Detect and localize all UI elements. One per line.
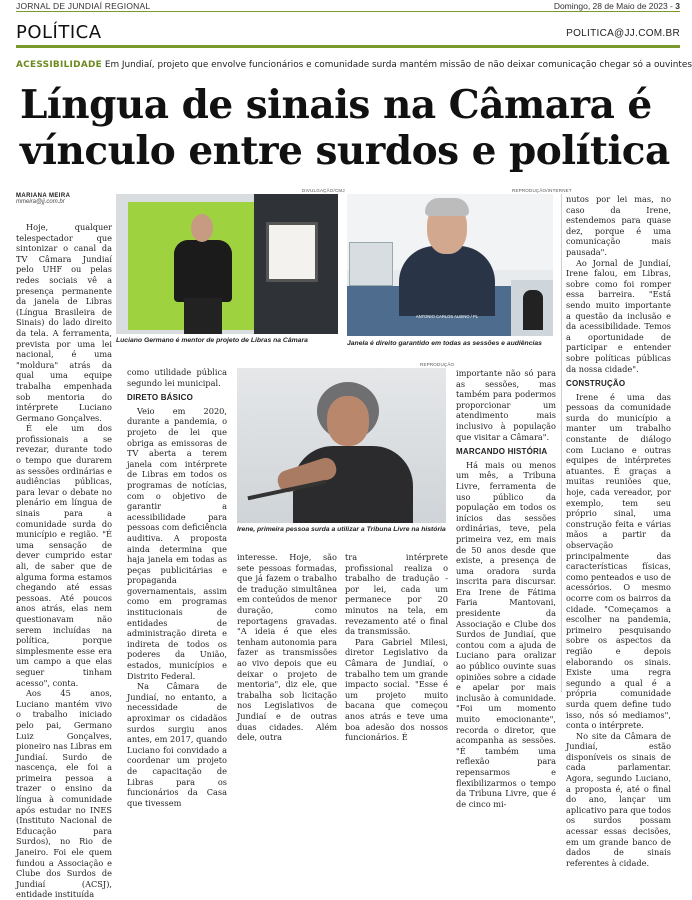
paragraph: Na Câmara de Jundiaí, no entanto, a necessidade de aproximar os cidadãos surdos surgiu anos antes, em 2017, quando Luciano foi convidado a coordenar um projeto de capacitação de Libras para os funcionários da Casa que tivessem [127,681,227,808]
paragraph: Irene é uma das pessoas da comunidade surda do município a manter um trabalho constante de diálogo com Luciano e outras equipes de intérpretes atuantes. É graças a muitas reuniões que, hoje, cada vereador, por exemplo, tem seu próprio sinal, uma construção feita e várias mãos a partir da observação principalmente das características físicas, como penteados e uso de acessórios. O mesmo ocorre com os bairros da cidade. "Começamos a escolher na pandemia, primeiro pesquisando sobre os aspectos da região e depois elaborando os sinais. Existe uma regra segundo a qual é a própria comunidade surda quem define tudo isso, nós só mediamos", conta o intérprete. [566,391,671,731]
page-date [554,1,680,11]
date-text: Domingo, 28 de Maio de 2023 - [553,1,673,11]
article-column-3 [237,552,337,743]
section-title: POLÍTICA [16,22,102,43]
article-column-3b [345,552,448,743]
section-email[interactable]: POLITICA@JJ.COM.BR [566,28,680,39]
paragraph: Veio em 2020, durante a pandemia, o projeto de lei que obriga as emissoras de TV aberta a terem janela com intérprete de Libras em todos os programas de notícias, com o objetivo de garantir a acessibilidade para pessoas com deficiência auditiva. A proposta ainda determina que haja janela em todas as peças publicitárias e propaganda governamentais, assim como em programas institucionais de entidades de administração direta e indireta de todos os poderes da União, estados, municípios e Distrito Federal. [127,405,227,681]
paragraph: tra intérprete profissional realiza o trabalho de tradução - por lei, cada um permanece por 20 minutos na tela, em revezamento até o final da transmissão. [345,552,448,637]
paragraph: Para Gabriel Milesi, diretor Legislativo da Câmara de Jundiaí, o trabalho tem um grande impacto social. "Esse é um projeto muito bacana que começou anos atrás e teve uma boa adesão dos nossos funcionários. É [345,636,448,743]
subheading: CONSTRUÇÃO [566,379,626,389]
article-column-1 [16,222,112,900]
paragraph: como utilidade pública segundo lei municipal. [127,367,227,388]
byline [16,193,70,205]
newspaper-name: JORNAL DE JUNDIAÍ REGIONAL [16,1,151,11]
photo-caption: Luciano Germano é mentor de projeto de Libras na Câmara [116,337,308,344]
page-number: 3 [675,1,680,11]
paragraph: interesse. Hoje, são sete pessoas formadas, que já fazem o trabalho de tradução simultânea em conteúdos de menor duração, como reportagens gravadas. "A ideia é que eles tenham autonomia para fazer as transmissões ao vivo depois que eu deixar o projeto de mentoria", diz ele, que trabalha sob licitação nos Legislativos de Jundiaí e de outras duas cidades. Além dele, outra [237,552,337,743]
session-photo [347,194,553,336]
kicker-tag: ACESSIBILIDADE [16,60,103,70]
paragraph: nutos por lei mas, no caso da Irene, estendemos para quase dez, porque é uma comunicação mais pausada". [566,194,671,257]
paragraph: Aos 45 anos, Luciano mantém vivo o trabalho iniciado pelo pai, Germano Luiz Gonçalves, pioneiro nas Libras em Jundiaí. Surdo de nascença, ele foi a primeira pessoa a trazer o ensino da língua à comunidade após estudar no INES (Instituto Nacional de Educação para Surdos), no Rio de Janeiro. Foi ele quem fundou a Associação e Clube dos Surdos de Jundiaí (ACSJ), entidade instituída [16,688,112,900]
article-column-4 [456,368,556,809]
page-header-strip [16,0,680,12]
photo-caption: Irene, primeira pessoa surda a utilizar a Tribuna Livre na história [237,526,446,533]
subheading: MARCANDO HISTÓRIA [456,447,548,457]
subheading: DIRETO BÁSICO [127,393,194,403]
photo-credit: REPRODUÇÃO [420,362,455,367]
paragraph: Hoje, qualquer telespectador que sintonizar o canal da TV Câmara Jundiaí pelo UHF ou pelas redes sociais vê a presença permanente da janela de Libras (Língua Brasileira de Sinais) do lado direito da tela. A ferramenta, prevista por uma lei nacional, é uma "moldura" atrás da qual uma equipe trabalha empenhada sob mentoria do intérprete Luciano Germano Gonçalves. [16,222,112,423]
photo-caption: Janela é direito garantido em todas as sessões e audiências [347,340,542,347]
author-email[interactable]: mmeira@jj.com.br [16,199,65,205]
paragraph: No site da Câmara de Jundiaí, estão disponíveis os sinais de cada parlamentar. Agora, segundo Luciano, a proposta é, até o final do ano, lançar um aplicativo para que todos os surdos possam acessar essas decisões, em um grande banco de dados de sinais referentes à cidade. [566,730,671,868]
section-bar [16,22,680,48]
photo-credit: DIVULGAÇÃO/CMJ [302,188,345,193]
paragraph: Ao Jornal de Jundiaí, Irene falou, em Libras, sobre como foi romper essa barreira. "Está sendo muito importante a questão da inclusão e da acessibilidade. Temos a oportunidade de participar e entender sobre políticas públicas da nossa cidade". [566,257,671,374]
paragraph: importante não só para as sessões, mas também para podermos proporcionar um atendimento mais inclusivo à população que visitar a Câmara". [456,368,556,442]
paragraph: É ele um dos profissionais a se revezar, durante todo o tempo que durarem as sessões ordinárias e audiências públicas, para levar o debate no plenário em língua de sinais para a comunidade surda do município e região. "É uma sensação de dever cumprido estar ali, de saber que de alguma forma estamos chegando até essas pessoas. Até poucos anos atrás, elas nem questionavam não serem incluídas na política, porque simplesmente esse era um campo a que elas seguer tinham acesso", conta. [16,423,112,688]
interpreter-photo [116,194,338,334]
kicker [16,60,692,70]
photo-credit: REPRODUÇÃO/INTERNET [512,188,572,193]
article-column-5 [566,194,671,868]
article-column-2 [127,367,227,808]
article-headline: Língua de sinais na Câmara é vínculo entre surdos e política [20,82,670,174]
author-name: MARIANA MEIRA [16,193,71,199]
paragraph: Há mais ou menos um mês, a Tribuna Livre, ferramenta de uso público da população em todos os inícios das sessões ordinárias, teve, pela primeira vez, em mais de 50 anos desde que existe, a presença de uma oradora surda inscrita para discursar. Era Irene de Fátima Faria Mantovani, presidente da Associação e Clube dos Surdos de Jundiaí, que contou com a ajuda de Luciano para oralizar ao público ouvinte suas opiniões sobre a cidade e apelar por mais inclusão à comunidade. "Foi um momento muito emocionante", recorda o diretor, que acompanha as sessões. "É também uma reflexão para repensarmos e flexibilizarmos o tempo da Tribuna Livre, que é de cinco mi- [456,459,556,809]
column-divider [561,194,562,692]
kicker-text: Em Jundiaí, projeto que envolve funcionários e comunidade surda mantém missão de não deixar comunicação chegar só a ouvintes [102,60,692,70]
irene-photo [237,368,446,523]
photo-nameplate: ANTONIO CARLOS ALBINO / PL [415,314,479,319]
